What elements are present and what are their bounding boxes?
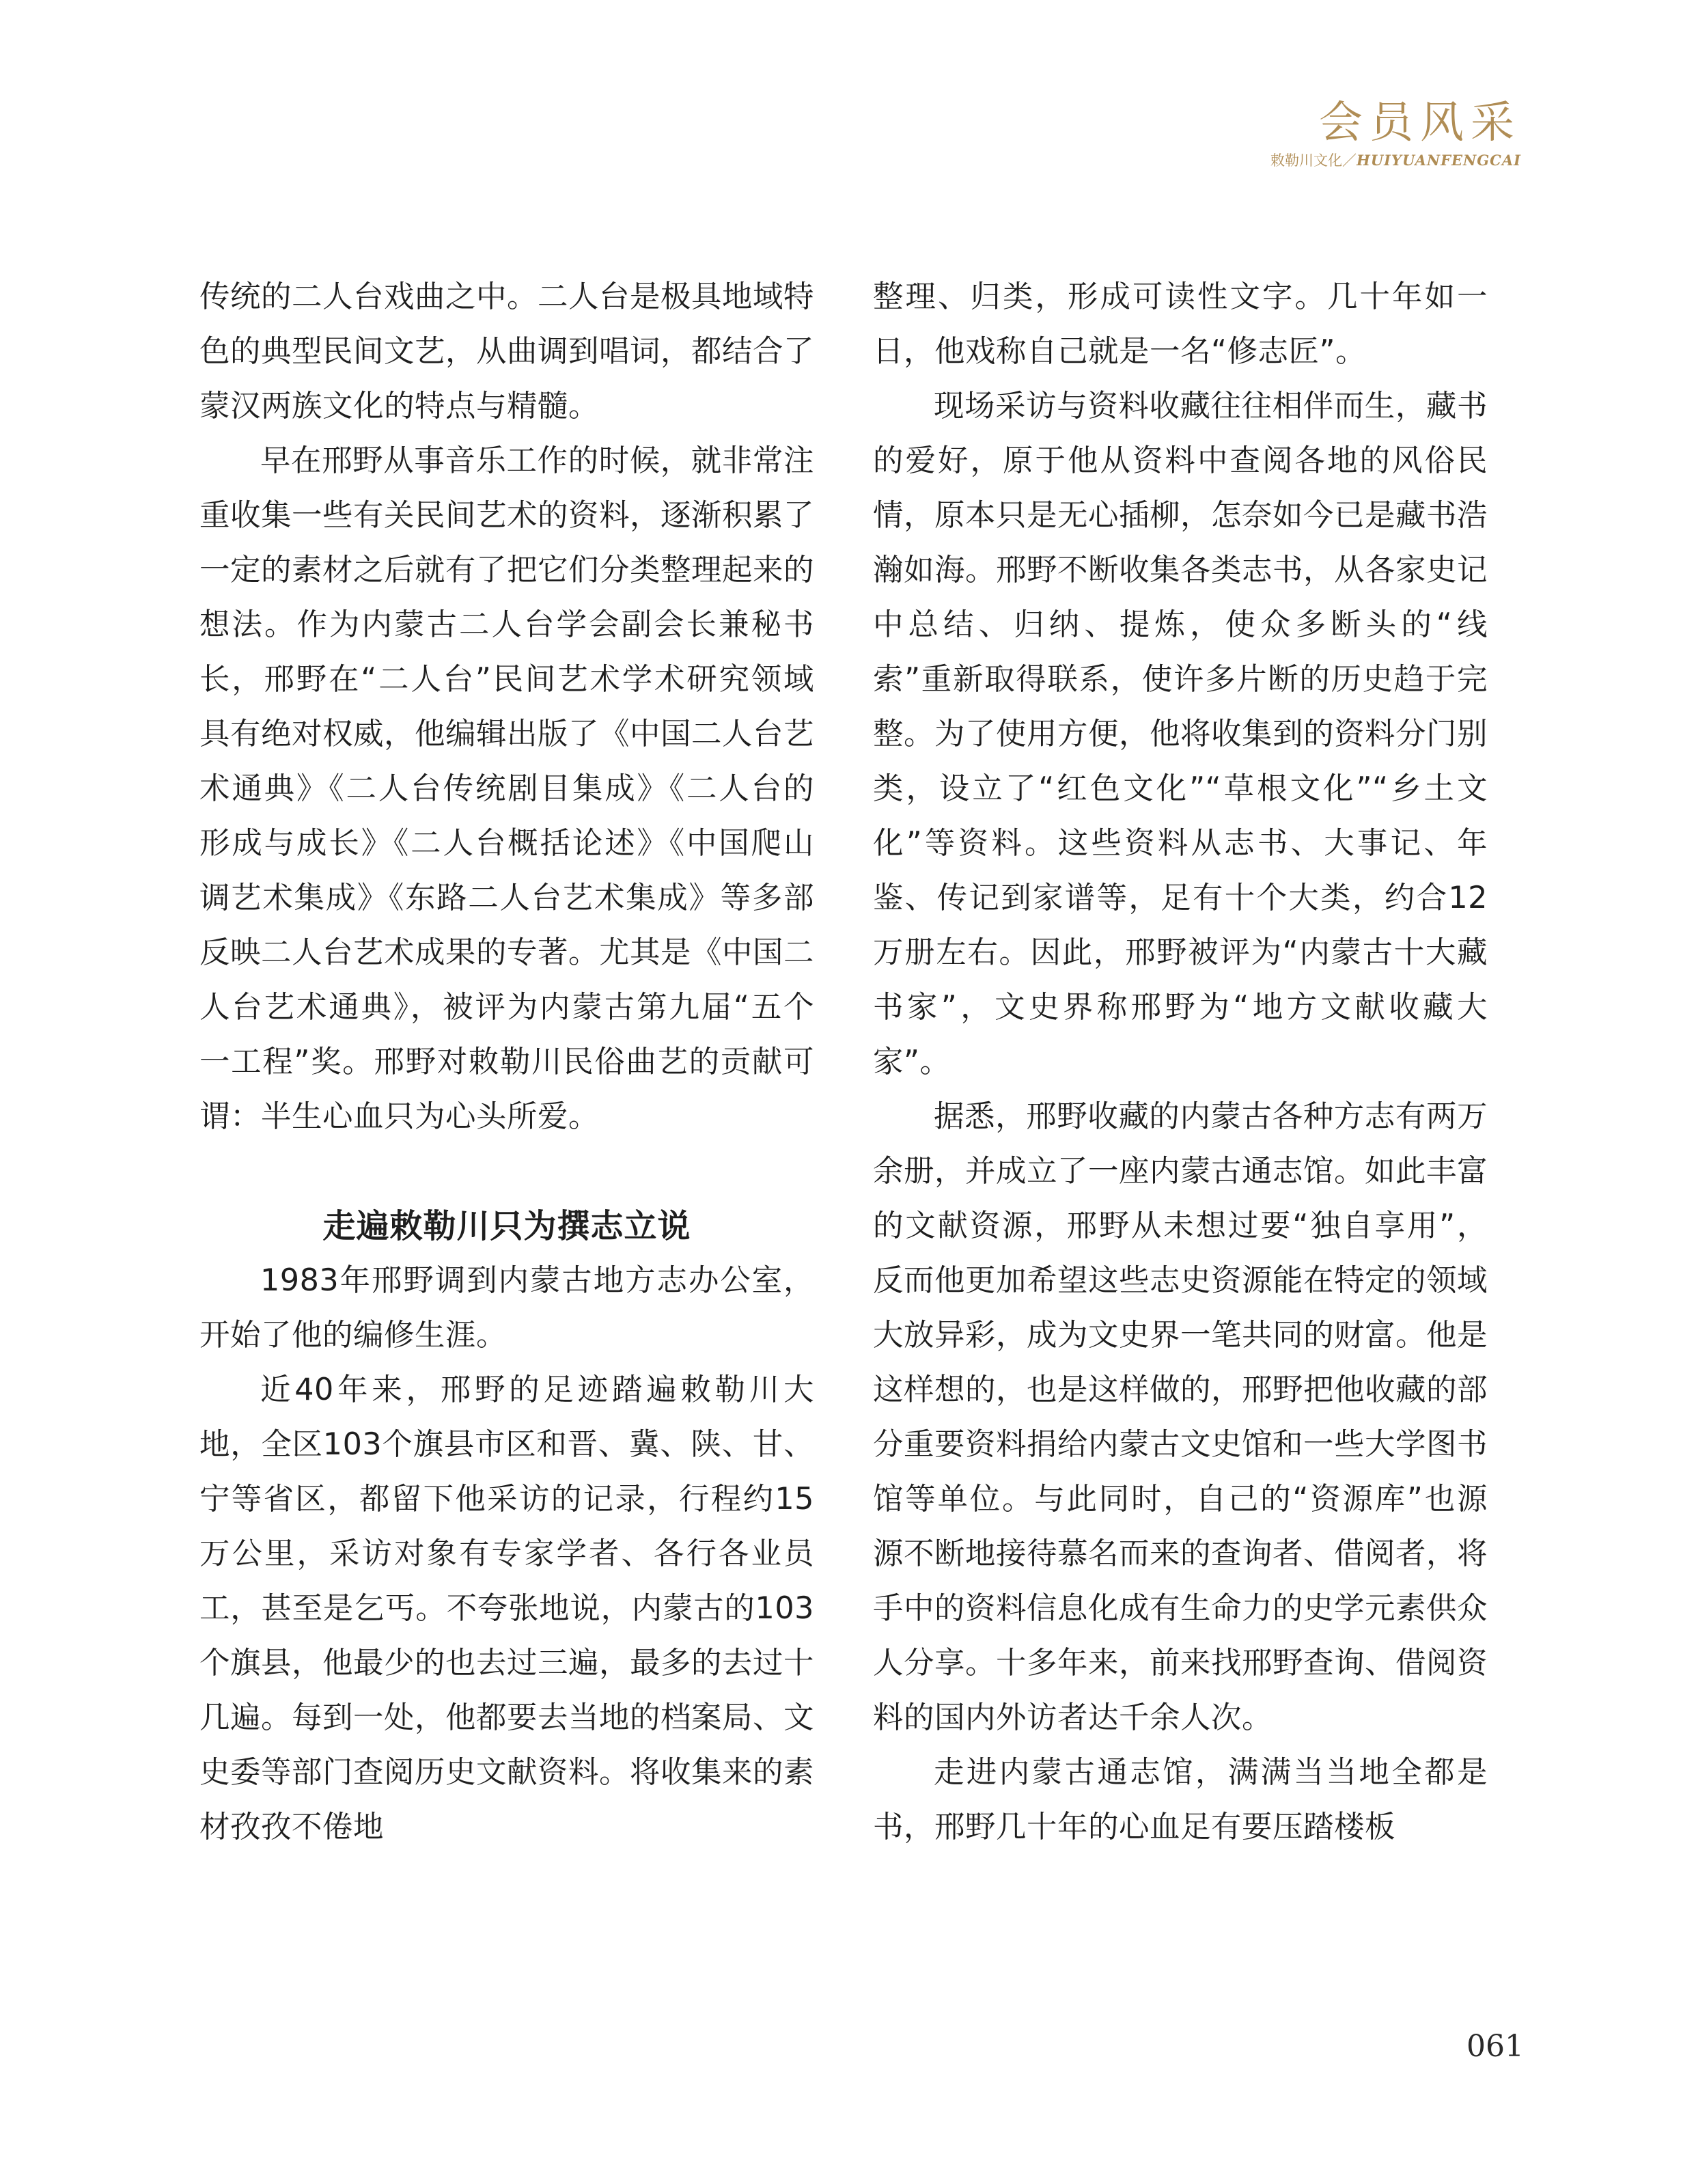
section-subtitle-en: HUIYUANFENGCAI bbox=[1356, 152, 1521, 169]
right-column bbox=[873, 270, 1488, 1855]
section-subtitle-cn: 敕勒川文化／ bbox=[1270, 152, 1357, 169]
paragraph: 据悉，邢野收藏的内蒙古各种方志有两万余册，并成立了一座内蒙古通志馆。如此丰富的文献资源，邢野从未想过要“独自享用”，反而他更加希望这些志史资源能在特定的领域大放异彩，成为文史界一笔共同的财富。他是这样想的，也是这样做的，邢野把他收藏的部分重要资料捐给内蒙古文史馆和一些大学图书馆等单位。与此同时，自己的“资源库”也源源不断地接待慕名而来的查询者、借阅者，将手中的资料信息化成有生命力的史学元素供众人分享。十多年来，前来找邢野查询、借阅资料的国内外访者达千余人次。 bbox=[873, 1099, 1488, 1735]
page-number: 061 bbox=[1466, 2029, 1524, 2064]
section-subtitle bbox=[1270, 153, 1521, 168]
left-column bbox=[199, 270, 814, 1855]
section-title: 会员风采 bbox=[1319, 98, 1521, 148]
section-heading: 走遍敕勒川只为撰志立说 bbox=[322, 1207, 691, 1245]
paragraph: 传统的二人台戏曲之中。二人台是极具地域特色的典型民间文艺，从曲调到唱词，都结合了蒙汉两族文化的特点与精髓。 bbox=[199, 279, 815, 424]
paragraph: 现场采访与资料收藏往往相伴而生，藏书的爱好，原于他从资料中查阅各地的风俗民情，原本只是无心插柳，怎奈如今已是藏书浩瀚如海。邢野不断收集各类志书，从各家史记中总结、归纳、提炼，使众多断头的“线索”重新取得联系，使许多片断的历史趋于完整。为了使用方便，他将收集到的资料分门别类，设立了“红色文化”“草根文化”“乡土文化”等资料。这些资料从志书、大事记、年鉴、传记到家谱等，足有十个大类，约合12万册左右。因此，邢野被评为“内蒙古十大藏书家”，文史界称邢野为“地方文献收藏大家”。 bbox=[873, 389, 1488, 1079]
paragraph: 1983年邢野调到内蒙古地方志办公室，开始了他的编修生涯。 bbox=[199, 1263, 814, 1353]
paragraph: 早在邢野从事音乐工作的时候，就非常注重收集一些有关民间艺术的资料，逐渐积累了一定的素材之后就有了把它们分类整理起来的想法。作为内蒙古二人台学会副会长兼秘书长，邢野在“二人台”民间艺术学术研究领域具有绝对权威，他编辑出版了《中国二人台艺术通典》《二人台传统剧目集成》《二人台的形成与成长》《二人台概括论述》《中国爬山调艺术集成》《东路二人台艺术集成》等多部反映二人台艺术成果的专著。尤其是《中国二人台艺术通典》，被评为内蒙古第九届“五个一工程”奖。邢野对敕勒川民俗曲艺的贡献可谓：半生心血只为心头所爱。 bbox=[199, 443, 815, 1134]
paragraph: 走进内蒙古通志馆，满满当当地全都是书，邢野几十年的心血足有要压踏楼板 bbox=[873, 1755, 1488, 1844]
paragraph: 整理、归类，形成可读性文字。几十年如一日，他戏称自己就是一名“修志匠”。 bbox=[873, 279, 1488, 369]
paragraph: 近40年来，邢野的足迹踏遍敕勒川大地，全区103个旗县市区和晋、冀、陕、甘、宁等省区，都留下他采访的记录，行程约15万公里，采访对象有专家学者、各行各业员工，甚至是乞丐。不夸张地说，内蒙古的103个旗县，他最少的也去过三遍，最多的去过十几遍。每到一处，他都要去当地的档案局、文史委等部门查阅历史文献资料。将收集来的素材孜孜不倦地 bbox=[199, 1372, 815, 1844]
